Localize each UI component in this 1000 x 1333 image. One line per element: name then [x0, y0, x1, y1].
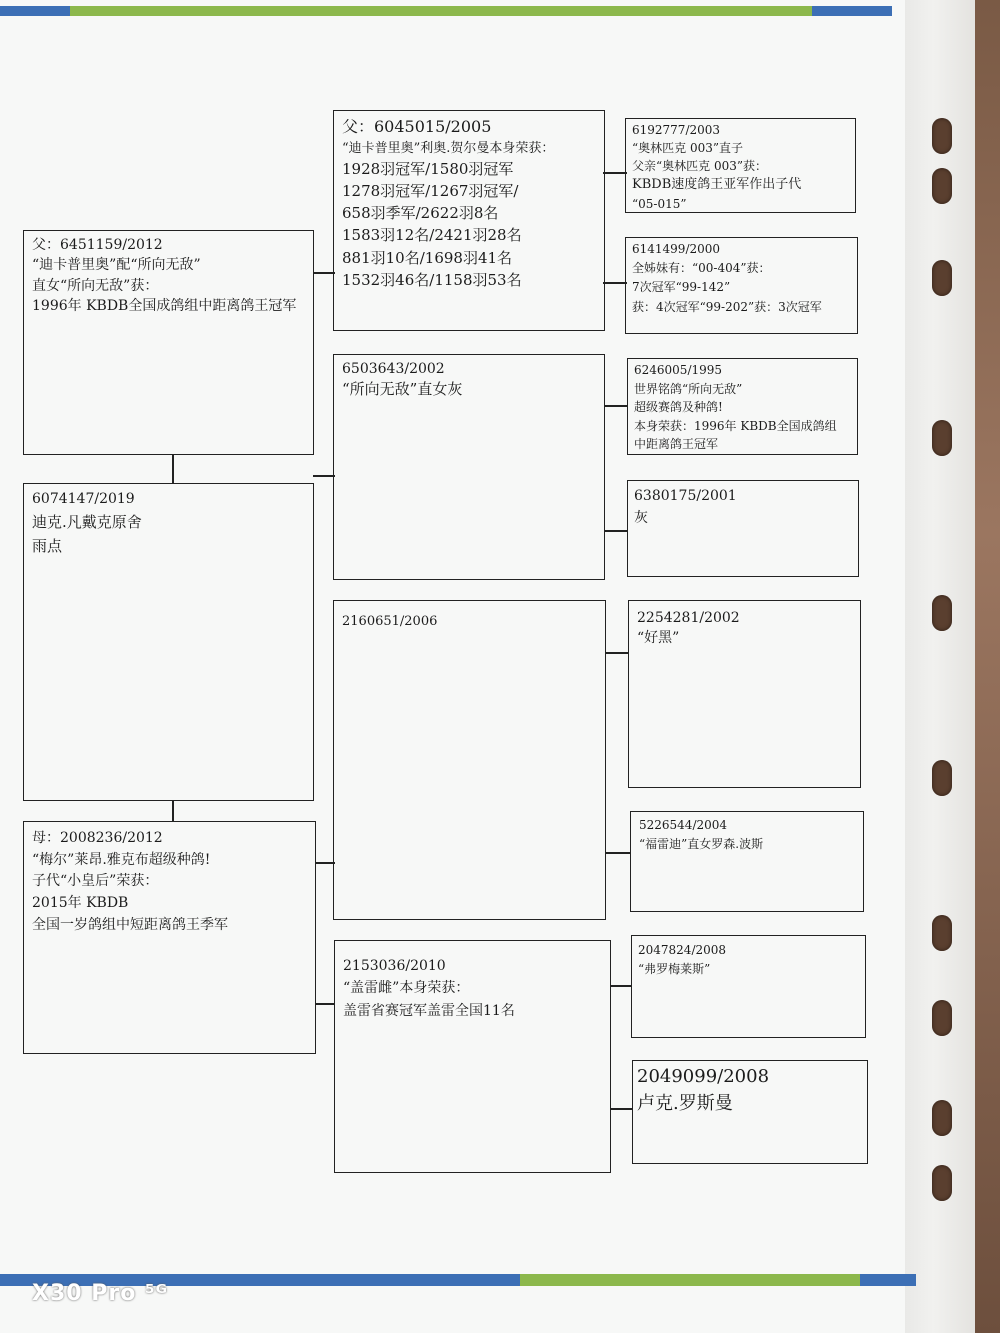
dsd-ring: 5226544/2004	[639, 818, 728, 832]
dds-box	[631, 935, 866, 1038]
sss-box	[625, 118, 856, 213]
connector-line	[313, 272, 335, 274]
punch-hole	[932, 420, 952, 456]
dss-box	[628, 600, 861, 788]
dam-line-4: 全国一岁鸽组中短距离鸽王季军	[32, 916, 228, 933]
ss-ring: 父：6045015/2005	[342, 117, 492, 136]
dam-sire-box	[333, 600, 606, 920]
ss-line-3: 1278羽冠军/1267羽冠军/	[342, 182, 519, 201]
connector-line	[603, 172, 627, 174]
dam-box	[23, 821, 316, 1054]
punch-hole	[932, 760, 952, 796]
sds-line-4: 中距离鸽王冠军	[634, 437, 719, 452]
header-stripe	[0, 6, 892, 16]
punch-hole	[932, 118, 952, 154]
sds-line-1: 世界铭鸽“所向无敌”	[634, 381, 743, 396]
camera-watermark: X30 Pro ⁵ᴳ	[32, 1281, 168, 1306]
connector-line	[610, 985, 632, 987]
connector-line	[172, 454, 174, 484]
subject-ring: 6074147/2019	[32, 491, 135, 507]
punch-hole	[932, 1165, 952, 1201]
punch-hole	[932, 168, 952, 204]
sire-dam-box	[333, 354, 605, 580]
dsd-box	[630, 811, 864, 912]
dd-line-2: 盖雷省赛冠军盖雷全国11名	[343, 1002, 515, 1019]
sire-sire-box	[333, 110, 605, 331]
wooden-background	[975, 0, 1000, 1333]
connector-line	[605, 530, 627, 532]
sss-ring: 6192777/2003	[632, 123, 721, 137]
ddd-box	[632, 1060, 868, 1164]
dd-line-1: “盖雷雌”本身荣获：	[343, 980, 470, 997]
dss-ring: 2254281/2002	[637, 610, 740, 626]
punch-hole	[932, 1100, 952, 1136]
dam-line-2: 子代“小皇后”荣获：	[32, 873, 159, 890]
ddd-ring: 2049099/2008	[637, 1066, 770, 1087]
connector-line	[605, 852, 631, 854]
dd-ring: 2153036/2010	[343, 958, 446, 974]
ds-ring: 2160651/2006	[342, 614, 438, 629]
ssd-line-3: 获：4次冠军“99-202”获：3次冠军	[632, 299, 822, 314]
subject-line-1: 迪克.凡戴克原舍	[32, 513, 142, 532]
connector-line	[605, 405, 627, 407]
dam-ring: 母：2008236/2012	[32, 830, 163, 846]
ssd-line-2: 7次冠军“99-142”	[632, 280, 731, 295]
sire-ring: 父：6451159/2012	[32, 237, 163, 253]
punch-hole	[932, 1000, 952, 1036]
dss-line-1: “好黑”	[637, 629, 680, 646]
sss-line-4: “05-015”	[632, 196, 687, 211]
sdd-box	[627, 480, 859, 577]
dsd-line-1: “福雷迪”直女罗森.波斯	[639, 836, 764, 851]
sire-line-1: “迪卡普里奥”配“所向无敌”	[32, 257, 201, 274]
sdd-ring: 6380175/2001	[634, 488, 737, 504]
dam-dam-box	[334, 940, 611, 1173]
dds-ring: 2047824/2008	[638, 943, 727, 957]
sds-ring: 6246005/1995	[634, 363, 723, 377]
sire-box	[23, 230, 314, 455]
connector-line	[605, 652, 629, 654]
sire-line-2: 直女“所向无敌”获：	[32, 277, 159, 294]
subject-line-2: 雨点	[32, 537, 63, 556]
sss-line-2: 父亲“奥林匹克 003”获：	[632, 159, 767, 173]
sss-line-1: “奥林匹克 003”直子	[632, 141, 743, 155]
sd-ring: 6503643/2002	[342, 361, 445, 377]
ss-line-2: 1928羽冠军/1580羽冠军	[342, 159, 514, 178]
ddd-line-1: 卢克.罗斯曼	[637, 1093, 733, 1114]
punch-hole	[932, 260, 952, 296]
ss-line-1: “迪卡普里奥”利奥.贺尔曼本身荣获：	[342, 140, 555, 156]
sdd-line-1: 灰	[634, 510, 648, 527]
connector-line	[315, 862, 335, 864]
dam-line-1: “梅尔”莱昂.雅克布超级种鸽!	[32, 851, 211, 868]
punch-hole	[932, 595, 952, 631]
sds-box	[627, 358, 858, 455]
ssd-box	[625, 237, 858, 334]
ss-line-5: 1583羽12名/2421羽28名	[342, 226, 522, 245]
sire-line-3: 1996年 KBDB全国成鸽组中距离鸽王冠军	[32, 297, 297, 314]
ss-line-6: 881羽10名/1698羽41名	[342, 248, 513, 267]
connector-line	[610, 1108, 632, 1110]
subject-box	[23, 483, 314, 801]
sds-line-2: 超级赛鸽及种鸽!	[634, 400, 723, 415]
punch-hole	[932, 915, 952, 951]
dds-line-1: “弗罗梅莱斯”	[638, 962, 711, 977]
ssd-ring: 6141499/2000	[632, 242, 721, 256]
ss-line-7: 1532羽46名/1158羽53名	[342, 270, 522, 289]
sds-line-3: 本身荣获：1996年 KBDB全国成鸽组	[634, 418, 837, 433]
connector-line	[315, 1003, 335, 1005]
ss-line-4: 658羽季军/2622羽8名	[342, 204, 499, 223]
ssd-line-1: 全姊妹有：“00-404”获：	[632, 261, 771, 276]
connector-line	[313, 475, 335, 477]
connector-line	[603, 282, 627, 284]
connector-line	[172, 800, 174, 822]
dam-line-3: 2015年 KBDB	[32, 895, 129, 912]
sss-line-3: KBDB速度鸽王亚军作出子代	[632, 177, 802, 192]
sd-line-1: “所向无敌”直女灰	[342, 380, 463, 399]
